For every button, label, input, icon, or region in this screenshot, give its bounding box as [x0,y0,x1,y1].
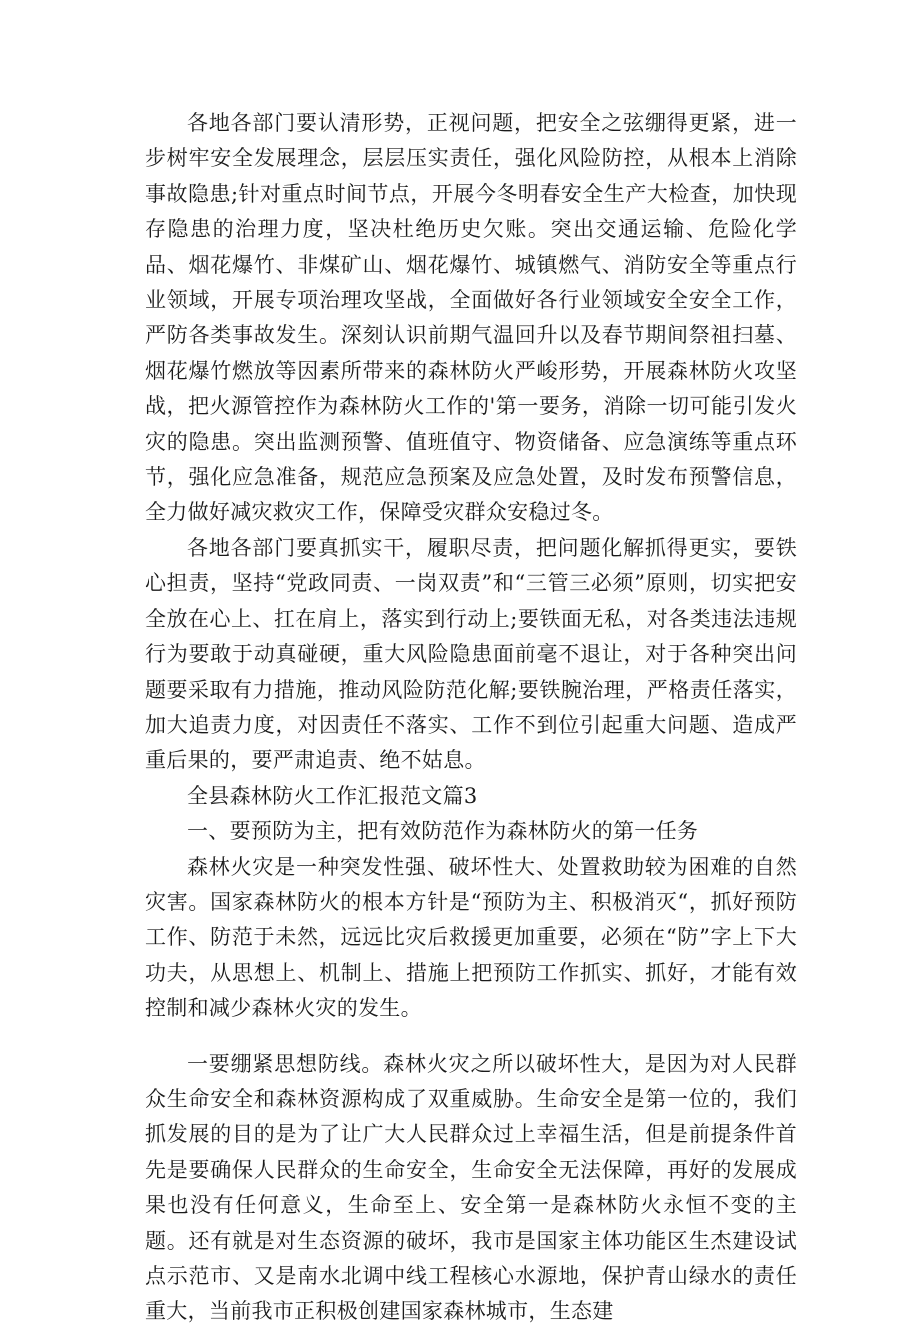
section-title: 全县森林防火工作汇报范文篇3 [187,783,478,808]
paragraph-safety-situation: 各地各部门要认清形势，正视问题，把安全之弦绷得更紧，进一步树牢安全发展理念，层层压实责任，强化风险防控，从根本上消除事故隐患;针对重点时间节点，开展今冬明春安全生产大检查，加快现存隐患的治理力度，坚决杜绝历史欠账。突出交通运输、危险化学品、烟花爆竹、非煤矿山、烟花爆竹、城镇燃气、消防安全等重点行业领域，开展专项治理攻坚战，全面做好各行业领域安全安全工作，严防各类事故发生。深刻认识前期气温回升以及春节期间祭祖扫墓、烟花爆竹燃放等因素所带来的森林防火严峻形势，开展森林防火攻坚战，把火源管控作为森林防火工作的'第一要务，消除一切可能引发火灾的隐患。突出监测预警、值班值守、物资储备、应急演练等重点环节，强化应急准备，规范应急预案及应急处置，及时发布预警信息，全力做好减灾救灾工作，保障受灾群众安稳过冬。 [145,111,797,525]
paragraph-prevention: 森林火灾是一种突发性强、破坏性大、处置救助较为困难的自然灾害。国家森林防火的根本方针是“预防为主、积极消灭“，抓好预防工作、防范于未然，远远比灾后救援更加重要，必须在“防”字上下大功夫，从思想上、机制上、措施上把预防工作抓实、抓好，才能有效控制和减少森林火灾的发生。 [145,854,797,1021]
document-page [145,106,797,1330]
paragraph-responsibility: 各地各部门要真抓实干，履职尽责，把问题化解抓得更实，要铁心担责，坚持“党政同责、一岗双责”和“三管三必须”原则，切实把安全放在心上、扛在肩上，落实到行动上;要铁面无私，对各类违法违规行为要敢于动真碰硬，重大风险隐患面前毫不退让，对于各种突出问题要采取有力措施，推动风险防范化解;要铁腕治理，严格责任落实，加大追责力度，对因责任不落实、工作不到位引起重大问题、造成严重后果的，要严肃追责、绝不姑息。 [145,535,797,773]
subsection-heading: 一、要预防为主，把有效防范作为森林防火的第一任务 [187,819,699,844]
paragraph-ideological-defense: 一要绷紧思想防线。森林火灾之所以破坏性大，是因为对人民群众生命安全和森林资源构成了双重威胁。生命安全是第一位的，我们抓发展的目的是为了让广大人民群众过上幸福生活，但是前提条件首先是要确保人民群众的生命安全，生命安全无法保障，再好的发展成果也没有任何意义，生命至上、安全第一是森林防火永恒不变的主题。还有就是对生态资源的破坏，我市是国家主体功能区生杰建设试点示范市、又是南水北调中线工程核心水源地，保护青山绿水的责任重大，当前我市正积极创建国家森林城市，生态建 [145,1051,797,1324]
